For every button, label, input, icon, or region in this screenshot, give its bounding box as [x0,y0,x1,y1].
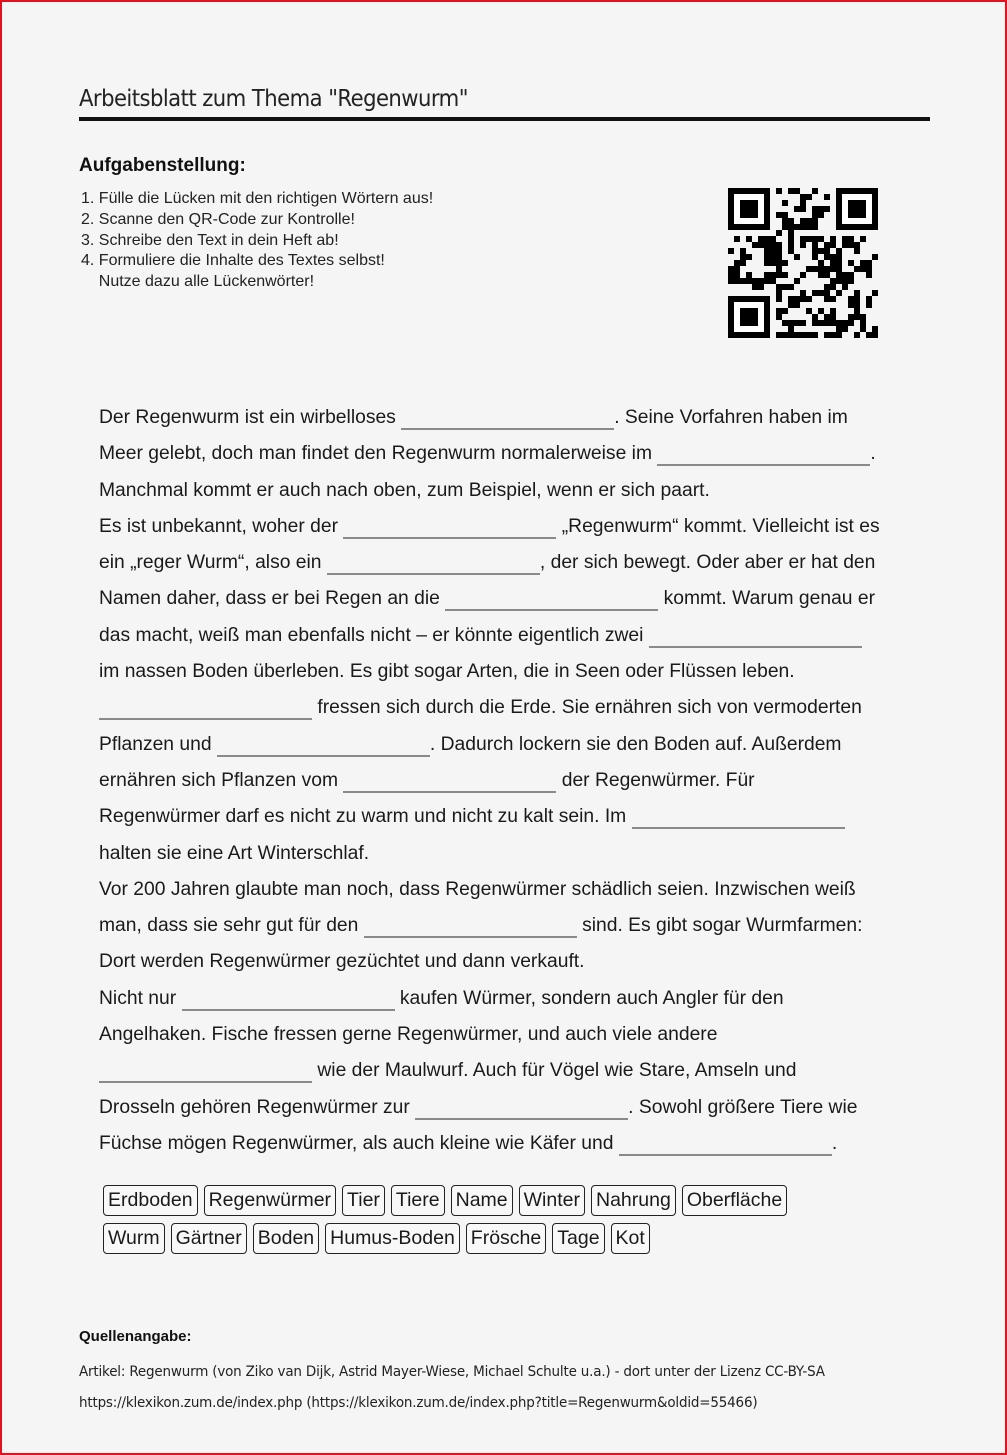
cloze-line [99,799,929,835]
cloze-segment: . [870,443,876,465]
cloze-line [99,545,929,581]
cloze-segment: kaufen Würmer, sondern auch Angler für den [394,987,784,1009]
blank-gap[interactable] [649,624,862,648]
cloze-line [99,436,929,472]
word-bank-item[interactable]: Gärtner [171,1223,247,1254]
blank-gap[interactable] [343,769,556,793]
source-article: Artikel: Regenwurm (von Ziko van Dijk, Astrid Mayer-Wiese, Michael Schulte u.a.) - dort unter der Lizenz CC-BY-SA [79,1364,825,1380]
blank-gap[interactable] [632,805,845,829]
word-bank-item[interactable]: Oberfläche [682,1185,787,1216]
word-bank-item[interactable]: Winter [519,1185,585,1216]
blank-gap[interactable] [99,1059,312,1083]
word-bank-item[interactable]: Erdboden [103,1185,198,1216]
cloze-segment: wie der Maulwurf. Auch für Vögel wie Stare, Amseln und [312,1060,797,1082]
cloze-segment: man, dass sie sehr gut für den [99,915,364,937]
blank-gap[interactable] [415,1096,628,1120]
blank-gap[interactable] [401,406,614,430]
cloze-segment: Regenwürmer darf es nicht zu warm und nicht zu kalt sein. Im [99,806,632,828]
task-list [81,189,433,293]
word-bank-row [103,1223,903,1254]
blank-gap[interactable] [364,914,577,938]
word-bank-item[interactable]: Tier [342,1185,385,1216]
cloze-segment: kommt. Warum genau er [658,588,876,610]
cloze-segment: Vor 200 Jahren glaubte man noch, dass Regenwürmer schädlich seien. Inzwischen weiß [99,878,856,900]
blank-gap[interactable] [217,733,430,757]
cloze-segment: Pflanzen und [99,733,217,755]
cloze-line [99,1090,929,1126]
cloze-line [99,763,929,799]
word-bank-item[interactable]: Name [451,1185,513,1216]
word-bank-item[interactable]: Tiere [391,1185,445,1216]
cloze-segment: , der sich bewegt. Oder aber er hat den [539,552,876,574]
cloze-line [99,1053,929,1089]
cloze-line [99,473,929,509]
word-bank-row [103,1185,903,1216]
cloze-line [99,944,929,980]
cloze-line [99,400,929,436]
word-bank-item[interactable]: Nahrung [591,1185,676,1216]
word-bank-item[interactable]: Tage [552,1223,604,1254]
cloze-segment: . Dadurch lockern sie den Boden auf. Außerdem [429,733,842,755]
cloze-line [99,981,929,1017]
sources-heading: Quellenangabe: [79,1328,192,1345]
cloze-line [99,727,929,763]
cloze-line [99,1126,929,1162]
task-item: 2. Scanne den QR-Code zur Kontrolle! [81,210,355,228]
cloze-line [99,581,929,617]
blank-gap[interactable] [182,987,395,1011]
word-bank-item[interactable]: Regenwürmer [204,1185,336,1216]
sources-text [79,1357,825,1419]
cloze-segment: ernähren sich Pflanzen vom [99,769,344,791]
cloze-segment: der Regenwürmer. Für [556,769,755,791]
word-bank-item[interactable]: Humus-Boden [325,1223,460,1254]
cloze-line [99,509,929,545]
word-bank-item[interactable]: Frösche [466,1223,546,1254]
cloze-line [99,908,929,944]
cloze-line [99,872,929,908]
tasks-heading: Aufgabenstellung: [79,155,246,176]
blank-gap[interactable] [445,587,658,611]
qr-code-icon[interactable] [728,188,878,338]
cloze-segment: Füchse mögen Regenwürmer, als auch kleine wie Käfer und [99,1132,619,1154]
cloze-segment: . Seine Vorfahren haben im [614,407,848,428]
task-item: 3. Schreibe den Text in dein Heft ab! [81,231,339,249]
cloze-segment: Namen daher, dass er bei Regen an die [99,588,446,610]
cloze-text [99,400,929,1162]
blank-gap[interactable] [327,551,540,575]
cloze-segment: ein „reger Wurm“, also ein [99,552,327,574]
blank-gap[interactable] [99,696,312,720]
word-bank-item[interactable]: Kot [611,1223,650,1254]
cloze-segment: Meer gelebt, doch man findet den Regenwurm normalerweise im [99,443,658,465]
cloze-segment: . Sowohl größere Tiere wie [628,1096,858,1118]
cloze-line [99,690,929,726]
cloze-segment: Es ist unbekannt, woher der [99,515,344,537]
title-underline [79,117,930,121]
cloze-segment: das macht, weiß man ebenfalls nicht – er könnte eigentlich zwei [99,624,649,646]
word-bank-item[interactable]: Wurm [103,1223,165,1254]
cloze-segment: Nicht nur [99,987,182,1009]
word-bank-item[interactable]: Boden [253,1223,319,1254]
task-item: 1. Fülle die Lücken mit den richtigen Wörtern aus! [81,190,434,207]
cloze-segment: Manchmal kommt er auch nach oben, zum Beispiel, wenn er sich paart. [99,479,710,501]
cloze-segment: sind. Es gibt sogar Wurmfarmen: [576,915,863,937]
word-bank [103,1185,903,1261]
cloze-segment: im nassen Boden überleben. Es gibt sogar Arten, die in Seen oder Flüssen leben. [99,661,795,683]
blank-gap[interactable] [619,1132,832,1156]
cloze-segment: „Regenwurm“ kommt. Vielleicht ist es [556,515,880,537]
cloze-segment: Dort werden Regenwürmer gezüchtet und dann verkauft. [99,951,585,973]
source-url[interactable]: https://klexikon.zum.de/index.php (https://klexikon.zum.de/index.php?title=Regenwurm&oldid=55466) [79,1395,758,1411]
cloze-line [99,654,929,690]
cloze-line [99,618,929,654]
cloze-segment: fressen sich durch die Erde. Sie ernähren sich von vermoderten [312,697,862,719]
page-title: Arbeitsblatt zum Thema "Regenwurm" [79,86,468,112]
cloze-segment: . [831,1132,838,1154]
blank-gap[interactable] [343,515,556,539]
cloze-segment: Angelhaken. Fische fressen gerne Regenwürmer, und auch viele andere [99,1024,718,1046]
cloze-line [99,1017,929,1053]
cloze-line [99,836,929,872]
blank-gap[interactable] [657,442,870,466]
cloze-segment: halten sie eine Art Winterschlaf. [99,842,370,864]
task-item: Nutze dazu alle Lückenwörter! [81,273,315,291]
cloze-segment: Drosseln gehören Regenwürmer zur [99,1096,416,1118]
cloze-segment: Der Regenwurm ist ein wirbelloses [99,407,402,428]
task-item: 4. Formuliere die Inhalte des Textes selbst! [81,252,385,270]
